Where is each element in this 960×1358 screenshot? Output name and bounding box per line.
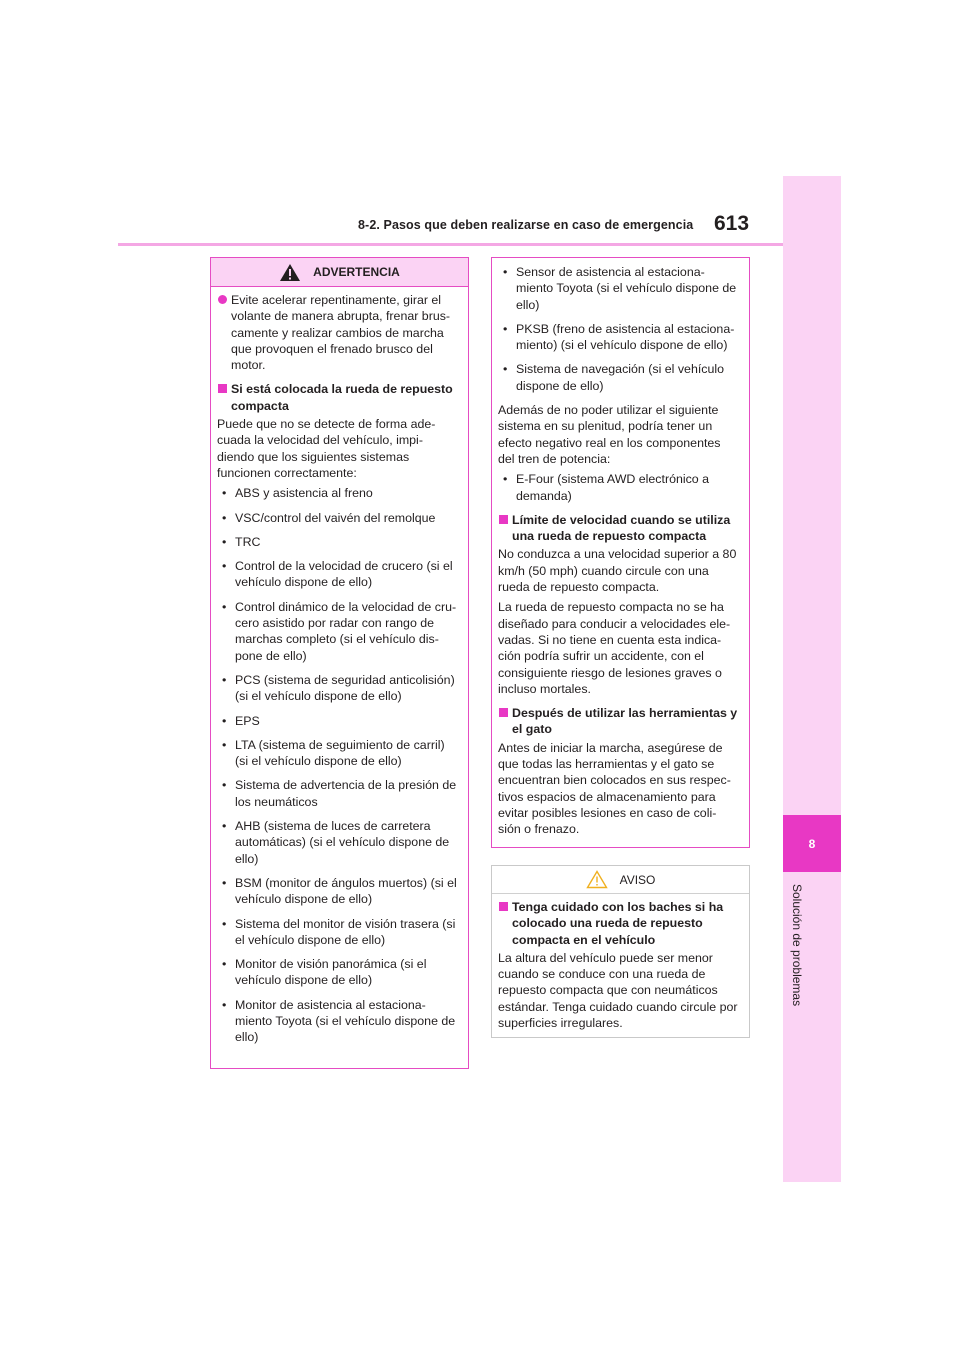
tools-text: Antes de iniciar la marcha, asegúrese de que todas las herramientas y el gato se encuentran bien colocados en sus respec-tivos espacios de almacenamiento para evitar posibles lesiones en caso de coli-sión o frenazo. xyxy=(498,740,731,837)
page-number: 613 xyxy=(714,212,750,235)
circle-bullet-icon xyxy=(218,295,227,304)
warning-section-heading: Si está colocada la rueda de repuesto compacta xyxy=(217,381,458,414)
list-item: • Sistema de navegación (si el vehículo dispone de ello) xyxy=(498,361,739,394)
notice-heading: Tenga cuidado con los baches si ha colocado una rueda de repuesto compacta en el vehículo xyxy=(498,899,739,948)
list-item: • Monitor de visión panorámica (si el vehículo dispone de ello) xyxy=(217,956,458,989)
caution-triangle-icon xyxy=(586,870,608,889)
tools-heading: Después de utilizar las herramientas y el gato xyxy=(498,705,739,738)
list-item: • TRC xyxy=(217,534,458,550)
warning-triangle-icon xyxy=(279,263,301,282)
notice-title: AVISO xyxy=(619,872,656,887)
list-item: • LTA (sistema de seguimiento de carril) (si el vehículo dispone de ello) xyxy=(217,737,458,770)
list-item: • BSM (monitor de ángulos muertos) (si el vehículo dispone de ello) xyxy=(217,875,458,908)
chapter-label: Solución de problemas xyxy=(790,884,804,1007)
speed-limit-text: No conduzca a una velocidad superior a 80 km/h (50 mph) cuando circule con una rueda de repuesto compacta. xyxy=(498,547,737,595)
header-rule xyxy=(118,243,783,246)
list-item: • ABS y asistencia al freno xyxy=(217,485,458,501)
list-item: • AHB (sistema de luces de carretera automáticas) (si el vehículo dispone de ello) xyxy=(217,818,458,867)
list-item: • Sistema de advertencia de la presión de los neumáticos xyxy=(217,777,458,810)
section-title: 8-2. Pasos que deben realizarse en caso de emergencia xyxy=(358,218,694,232)
notice-text: La altura del vehículo puede ser menor cuando se conduce con una rueda de repuesto compacta que con neumáticos estándar. Tenga cuidado cuando circule por superficies irregulares. xyxy=(498,950,738,1031)
square-bullet-icon xyxy=(499,902,508,911)
speed-limit-heading: Límite de velocidad cuando se utiliza una rueda de repuesto compacta xyxy=(498,512,739,545)
list-item: • Sensor de asistencia al estaciona-miento Toyota (si el vehículo dispone de ello) xyxy=(498,264,739,313)
square-bullet-icon xyxy=(218,384,227,393)
list-item: • Control dinámico de la velocidad de cru-cero asistido por radar con rango de marchas completo (si el vehículo dis-pone de ello) xyxy=(217,599,458,664)
list-item: • Sistema del monitor de visión trasera (si el vehículo dispone de ello) xyxy=(217,916,458,949)
warning-box-header xyxy=(211,258,468,287)
warning-section-text: Puede que no se detecte de forma ade-cuada la velocidad del vehículo, impi-diendo que los siguientes sistemas funcionen correctamente: xyxy=(217,417,436,480)
list-item: • VSC/control del vaivén del remolque xyxy=(217,510,458,526)
square-bullet-icon xyxy=(499,515,508,524)
list-item: • E-Four (sistema AWD electrónico a demanda) xyxy=(498,471,739,504)
list-item: • PKSB (freno de asistencia al estaciona-miento) (si el vehículo dispone de ello) xyxy=(498,321,739,354)
square-bullet-icon xyxy=(499,708,508,717)
powertrain-text: Además de no poder utilizar el siguiente sistema en su plenitud, podría tener un efecto negativo real en los componentes del tren de potencia: xyxy=(498,403,721,466)
list-item: • Control de la velocidad de crucero (si el vehículo dispone de ello) xyxy=(217,558,458,591)
notice-box xyxy=(491,865,750,1038)
warning-title: ADVERTENCIA xyxy=(313,265,400,279)
warning-box xyxy=(210,257,469,1069)
list-item: • EPS xyxy=(217,713,458,729)
list-item: • PCS (sistema de seguridad anticolisión) (si el vehículo dispone de ello) xyxy=(217,672,458,705)
speed-limit-text-2: La rueda de repuesto compacta no se ha diseñado para conducir a velocidades ele-vadas. Si no tiene en cuenta esta indica-ción podría sufrir un accidente, con el consiguiente riesgo de lesiones graves o incluso mortales. xyxy=(498,600,731,696)
notice-box-header xyxy=(492,866,749,894)
list-item: • Monitor de asistencia al estaciona-miento Toyota (si el vehículo dispone de ello) xyxy=(217,997,458,1046)
warning-box-continued xyxy=(491,257,750,848)
chapter-number-tab[interactable]: 8 xyxy=(783,815,841,872)
warning-intro: Evite acelerar repentinamente, girar el volante de manera abrupta, frenar brus-camente y realizar cambios de marcha que provoquen el frenado brusco del motor. xyxy=(217,292,458,373)
